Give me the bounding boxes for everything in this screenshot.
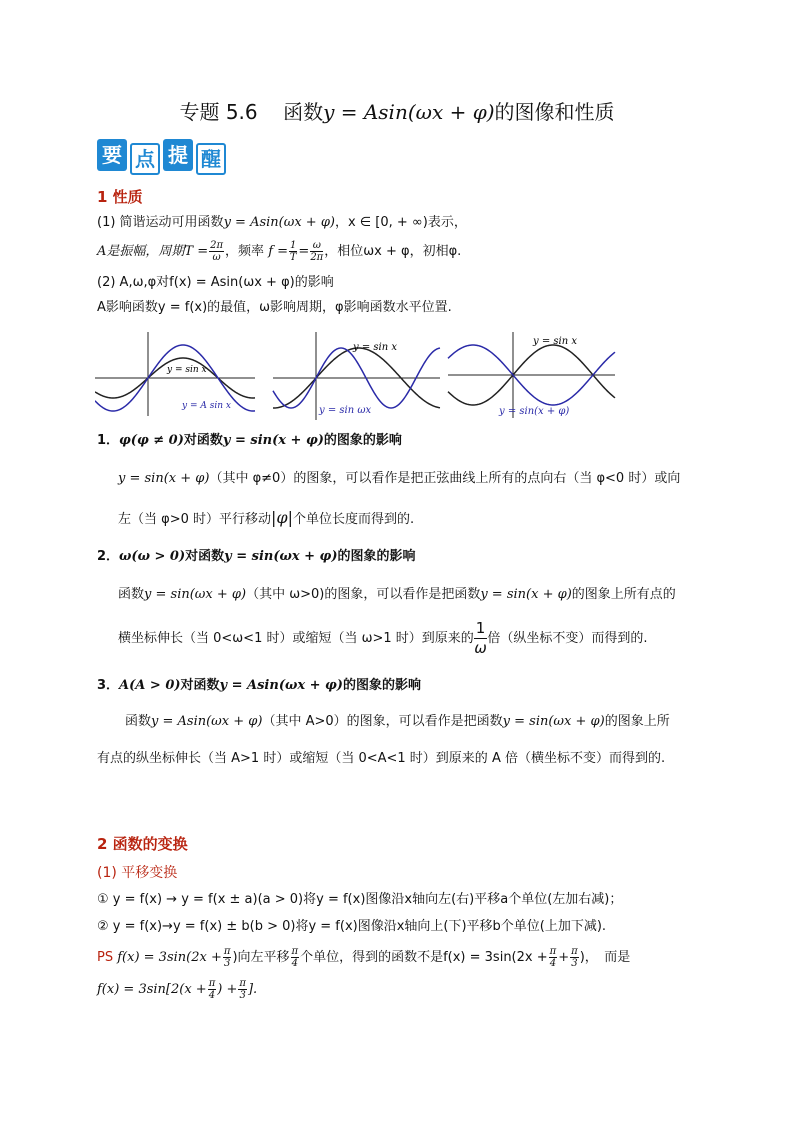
ps-label: PS xyxy=(97,950,114,965)
section1-p3: (2) A,ω,φ对f(x) = Asin(ωx + φ)的影响 xyxy=(97,275,334,290)
ps-frac3-den: 4 xyxy=(549,958,557,969)
item3-l1-a: 函数 xyxy=(125,714,152,729)
item1-heading xyxy=(97,432,402,450)
ps2-c: ]. xyxy=(247,982,258,997)
p2-f2-frac xyxy=(310,240,323,263)
ps-frac4 xyxy=(570,946,579,969)
item3-l1-formula2: y = sin(ωx + φ) xyxy=(502,714,605,729)
ps-frac4-den: 3 xyxy=(571,958,578,969)
p1-label: (1) 简谐运动可用函数 xyxy=(97,215,224,230)
ps2-b: ) + xyxy=(217,982,238,997)
p2-f1-frac xyxy=(289,240,297,263)
title-suffix: 的图像和性质 xyxy=(494,100,615,124)
item2-head-b: 的图象的影响 xyxy=(337,549,416,564)
ps2-frac2-den: 3 xyxy=(239,990,246,1001)
title-lead: 函数 xyxy=(283,100,324,124)
ps2-a: f(x) = 3sin[2(x + xyxy=(97,982,207,997)
item2-l1-formula: y = sin(ωx + φ) xyxy=(144,587,247,602)
item2-line2 xyxy=(118,619,647,659)
section1-p1 xyxy=(97,214,467,232)
section2-line2: ② y = f(x)→y = f(x) ± b(b > 0)将y = f(x)图像沿x轴向上(下)平移b个单位(上加下减). xyxy=(97,919,607,934)
graph-phase xyxy=(448,332,615,418)
p1-formula: y = Asin(ωx + φ) xyxy=(223,215,335,230)
item3-num: 3． xyxy=(97,678,120,693)
section2-ps2 xyxy=(97,977,257,1003)
item3-head-math: A(A > 0) xyxy=(119,678,181,693)
p2-T: T = xyxy=(184,244,209,259)
badge-xing: 醒 xyxy=(196,143,226,175)
item3-head-formula: y = Asin(ωx + φ) xyxy=(219,678,343,693)
section2-ps xyxy=(97,945,630,971)
item1-num: 1． xyxy=(97,433,120,448)
item2-head-formula: y = sin(ωx + φ) xyxy=(224,549,338,564)
ps-c: 个单位，得到的函数不是f(x) = 3sin(2x + xyxy=(300,950,548,965)
item2-heading xyxy=(97,548,415,566)
sine-graphs xyxy=(95,328,620,420)
section2-heading: 2 函数的变换 xyxy=(97,835,188,853)
item2-l1-c: 的图象上所有点的 xyxy=(571,587,676,602)
item1-line2 xyxy=(118,509,414,529)
section2-sub: (1) 平移变换 xyxy=(97,865,178,881)
item1-head-a: 对函数 xyxy=(183,433,223,448)
p1-domain: ，x ∈ [0, + ∞)表示， xyxy=(335,215,467,230)
item1-head-math: φ(φ ≠ 0) xyxy=(119,433,184,448)
ps-a: f(x) = 3sin(2x + xyxy=(117,950,222,965)
badge-yao: 要 xyxy=(97,139,127,171)
page-title xyxy=(0,96,794,125)
p2-f2-num: ω xyxy=(310,240,323,252)
item2-l2-a: 横坐标伸长（当 0<ω<1 时）或缩短（当 ω>1 时）到原来的 xyxy=(118,631,474,646)
graph1-label-b: y = A sin x xyxy=(182,401,231,411)
ps2-frac1-den: 4 xyxy=(208,990,216,1001)
item2-line1 xyxy=(118,586,676,604)
p2-b: ，频率 xyxy=(225,244,265,259)
graph1-label-a: y = sin x xyxy=(167,365,207,375)
item2-l2-den: ω xyxy=(474,639,487,657)
ps2-frac1-num: π xyxy=(208,978,216,989)
item2-l1-b: （其中 ω>0)的图象，可以看作是把函数 xyxy=(246,587,481,602)
ps-frac2-num: π xyxy=(291,946,299,957)
ps-frac1-num: π xyxy=(223,946,231,957)
ps-frac3-num: π xyxy=(549,946,557,957)
ps2-frac1 xyxy=(208,978,217,1001)
item2-head-math: ω(ω > 0) xyxy=(119,549,186,564)
item3-head-b: 的图象的影响 xyxy=(342,678,421,693)
p2-T-den: ω xyxy=(212,252,221,263)
p2-a: A是振幅，周期 xyxy=(97,244,185,259)
item3-line1 xyxy=(125,713,670,731)
ps-frac4-num: π xyxy=(571,946,578,957)
ps-plus: + xyxy=(558,950,570,965)
ps-b: )向左平移 xyxy=(232,950,290,965)
p2-f1-den: T xyxy=(289,252,297,263)
item1-l2-abs: |φ| xyxy=(271,508,293,527)
item1-head-b: 的图象的影响 xyxy=(323,433,402,448)
item3-l1-c: 的图象上所 xyxy=(604,714,670,729)
item3-l1-formula: y = Asin(ωx + φ) xyxy=(151,714,263,729)
item3-l1-b: （其中 A>0）的图象，可以看作是把函数 xyxy=(262,714,503,729)
section1-p4: A影响函数y = f(x)的最值，ω影响周期，φ影响函数水平位置. xyxy=(97,300,452,315)
item1-l1-text: （其中 φ≠0）的图象，可以看作是把正弦曲线上所有的点向右（当 φ<0 时）或向 xyxy=(209,471,681,486)
graph3-label-b: y = sin(x + φ) xyxy=(499,406,570,417)
ps2-frac2-num: π xyxy=(239,978,246,989)
p2-T-frac xyxy=(209,240,224,263)
section1-heading: 1 性质 xyxy=(97,188,143,206)
p2-T-num: 2π xyxy=(210,240,224,251)
graph3-label-a: y = sin x xyxy=(533,336,577,347)
item1-l2-a: 左（当 φ>0 时）平行移动 xyxy=(118,512,272,527)
p2-c: ，相位ωx + φ，初相φ. xyxy=(324,244,462,259)
badge-ti: 提 xyxy=(163,139,193,171)
ps-frac2-den: 4 xyxy=(291,958,298,969)
badge-dian: 点 xyxy=(130,143,160,175)
item3-heading xyxy=(97,677,421,695)
p2-f2-den: 2π xyxy=(310,252,324,263)
section2-line1: ① y = f(x) → y = f(x ± a)(a > 0)将y = f(x)图像沿x轴向左(右)平移a个单位(左加右减)； xyxy=(97,892,623,907)
item2-l2-frac xyxy=(474,619,488,658)
ps2-frac2 xyxy=(238,978,247,1001)
graph-frequency xyxy=(273,332,440,420)
item3-line2: 有点的纵坐标伸长（当 A>1 时）或缩短（当 0<A<1 时）到原来的 A 倍（横坐标不变）而得到的. xyxy=(97,751,666,766)
p2-eq: = xyxy=(298,244,310,259)
item3-head-a: 对函数 xyxy=(180,678,220,693)
title-formula: y = Asin(ωx + φ) xyxy=(323,100,495,124)
ps-frac3 xyxy=(549,946,558,969)
item2-num: 2． xyxy=(97,549,120,564)
item2-l2-b: 倍（纵坐标不变）而得到的. xyxy=(487,631,648,646)
item2-head-a: 对函数 xyxy=(185,549,225,564)
section1-p2 xyxy=(97,238,461,266)
title-prefix: 专题 5.6 xyxy=(179,100,258,124)
graph2-label-b: y = sin ωx xyxy=(319,405,372,416)
item1-head-formula: y = sin(x + φ) xyxy=(222,433,324,448)
p2-f: f = xyxy=(268,244,289,259)
ps-frac1-den: 3 xyxy=(223,958,231,969)
item1-l2-b: 个单位长度而得到的. xyxy=(293,512,415,527)
item2-l1-a: 函数 xyxy=(118,587,145,602)
graph-amplitude xyxy=(95,332,255,416)
item1-line1 xyxy=(118,470,680,488)
ps-frac1 xyxy=(223,946,232,969)
item1-l1-formula: y = sin(x + φ) xyxy=(118,471,210,486)
item2-l2-num: 1 xyxy=(475,619,486,637)
ps-d: )， 而是 xyxy=(579,950,631,965)
ps-frac2 xyxy=(291,946,300,969)
graph2-label-a: y = sin x xyxy=(353,342,397,353)
item2-l1-formula2: y = sin(x + φ) xyxy=(480,587,572,602)
p2-f1-num: 1 xyxy=(290,240,297,251)
